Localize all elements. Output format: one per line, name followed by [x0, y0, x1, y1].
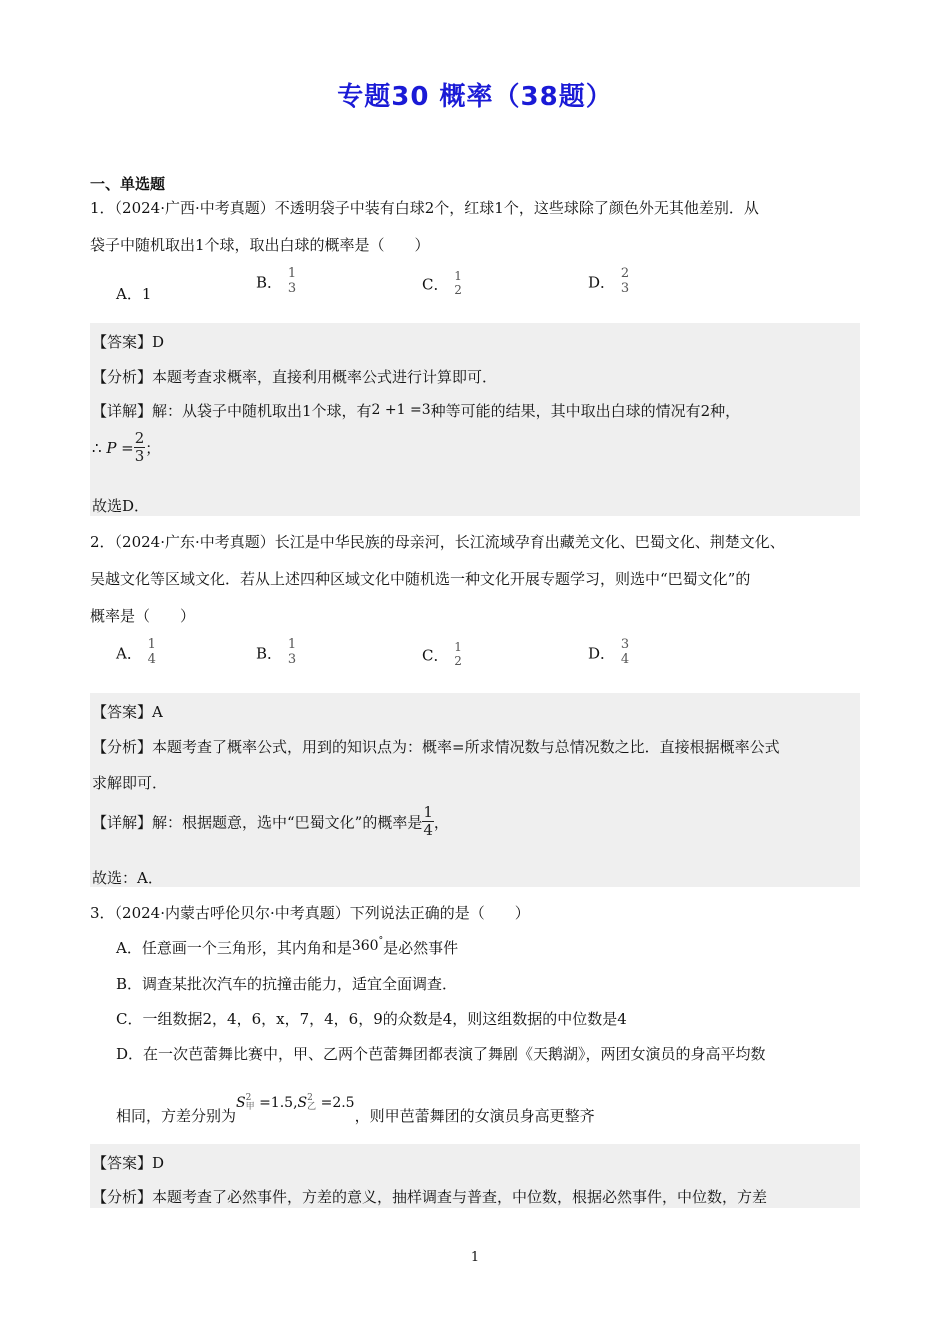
q3-analysis: 【分析】本题考查了必然事件，方差的意义，抽样调查与普查，中位数，根据必然事件，中位数，方差: [92, 1188, 768, 1206]
fraction-numerator: 1: [287, 266, 297, 281]
variance-formula: [236, 1095, 355, 1111]
fraction-denominator: 2: [454, 653, 462, 668]
q1-conclusion: 故选D．: [92, 497, 150, 515]
fraction-numerator: 1: [147, 637, 156, 652]
q2-answer: 【答案】A: [92, 703, 163, 721]
q2-detail-pre: 【详解】解：根据题意，选中“巴蜀文化”的概率是: [92, 813, 423, 832]
q1-stem-line1: 1．（2024·广西·中考真题）不透明袋子中装有白球2个，红球1个，这些球除了颜色外无其他差别．从: [90, 199, 759, 217]
q3-option-d-line1: D．在一次芭蕾舞比赛中，甲、乙两个芭蕾舞团都表演了舞剧《天鹅湖》，两团女演员的身高平均数: [116, 1045, 766, 1063]
q1-option-c: [422, 270, 463, 298]
probability-symbol: P: [106, 438, 117, 457]
q2-option-c: [422, 641, 463, 669]
q2-option-a-label: A．: [116, 644, 142, 663]
degree-symbol: °: [378, 936, 384, 946]
q3-option-a-math: 360: [351, 938, 379, 954]
section-heading: 一、单选题: [90, 175, 166, 193]
superscript-2: 2: [307, 1093, 313, 1103]
q2-conclusion: 故选：A．: [92, 869, 163, 887]
variance-symbol-yi: S: [297, 1095, 308, 1111]
q2-analysis-line2: 求解即可．: [92, 774, 168, 792]
q1-option-b-label: B．: [256, 273, 283, 292]
q1-option-a: A．1: [116, 285, 152, 303]
fraction-denominator: 3: [287, 651, 297, 667]
sup-sub-jia: [246, 1094, 255, 1112]
q3-option-d-post: ，则甲芭蕾舞团的女演员身高更整齐: [354, 1107, 595, 1125]
sup-sub-yi: [307, 1094, 316, 1112]
fraction-denominator: 4: [147, 651, 156, 667]
q2-option-b: [256, 638, 297, 668]
q1-option-c-label: C．: [422, 275, 449, 294]
q3-option-d-pre: 相同，方差分别为: [116, 1107, 237, 1125]
fraction-numerator: 1: [454, 269, 462, 283]
q2-option-a-fraction: [147, 638, 157, 668]
q1-detail-pre: 【详解】解：从袋子中随机取出1个球，有: [92, 402, 372, 420]
q2-stem-line3: 概率是（ ）: [90, 607, 196, 625]
q2-option-b-fraction: [287, 638, 297, 668]
q2-option-d-fraction: [620, 638, 630, 668]
fraction-denominator: 3: [287, 280, 297, 296]
q1-detail-math: 2 +1 =3: [371, 402, 431, 418]
q1-option-d-label: D．: [588, 273, 616, 292]
variance-value-2: =2.5: [316, 1095, 355, 1111]
q2-stem-line1: 2．（2024·广东·中考真题）长江是中华民族的母亲河，长江流域孕育出藏羌文化、巴蜀文化、荆楚文化、: [90, 533, 785, 551]
q2-option-b-label: B．: [256, 644, 283, 663]
fraction-denominator: 3: [620, 280, 630, 296]
q2-detail-fraction: [422, 804, 434, 840]
superscript-2: 2: [245, 1093, 252, 1103]
q2-option-d: [588, 638, 630, 668]
q2-answer-box: [90, 693, 860, 887]
q2-option-a: [116, 638, 157, 668]
q2-analysis-line1: 【分析】本题考查了概率公式，用到的知识点为：概率=所求情况数与总情况数之比．直接根据概率公式: [92, 738, 780, 756]
fraction-numerator: 2: [620, 266, 630, 281]
fraction-denominator: 2: [454, 282, 462, 297]
q2-option-d-label: D．: [588, 644, 616, 663]
therefore-symbol: ∴: [92, 438, 107, 457]
fraction-denominator: 3: [134, 447, 145, 466]
q3-option-b: B．调查某批次汽车的抗撞击能力，适宜全面调查．: [116, 975, 458, 993]
q1-answer: 【答案】D: [92, 333, 165, 351]
q1-option-d-fraction: [620, 267, 630, 297]
q3-option-a-pre: A．任意画一个三角形，其内角和是: [116, 939, 352, 957]
variance-value-1: =1.5,: [254, 1095, 298, 1111]
q3-option-a-post: 是必然事件: [383, 939, 459, 957]
q3-option-a: [116, 937, 458, 958]
q1-formula-fraction: [134, 430, 146, 466]
semicolon: ；: [145, 439, 161, 458]
subscript-jia: 甲: [245, 1102, 255, 1112]
q2-stem-line2: 吴越文化等区域文化．若从上述四种区域文化中随机选一种文化开展专题学习，则选中“巴蜀文化”的: [90, 570, 751, 588]
q3-answer: 【答案】D: [92, 1154, 165, 1172]
q1-option-d: [588, 267, 630, 297]
q1-detail-post: 种等可能的结果，其中取出白球的情况有2种，: [430, 402, 741, 420]
q3-option-d-line2: [116, 1091, 595, 1125]
q2-option-c-fraction: [453, 641, 463, 669]
page-number: 1: [470, 1250, 480, 1265]
q3-option-c: C．一组数据2，4，6，x，7，4，6，9的众数是4，则这组数据的中位数是4: [116, 1010, 627, 1028]
q1-formula: [92, 430, 160, 466]
subscript-yi: 乙: [307, 1102, 317, 1112]
q1-option-b-fraction: [287, 267, 297, 297]
q1-option-c-fraction: [453, 270, 463, 298]
q2-detail: [92, 804, 449, 840]
page-title: 专题30 概率（38题）: [337, 82, 613, 112]
q1-stem-line2: 袋子中随机取出1个球，取出白球的概率是（ ）: [90, 236, 430, 254]
equals-sign: =: [116, 438, 134, 457]
fraction-denominator: 4: [423, 821, 433, 840]
q2-detail-post: ，: [433, 813, 449, 832]
q3-stem: 3．（2024·内蒙古呼伦贝尔·中考真题）下列说法正确的是（ ）: [90, 904, 530, 922]
fraction-numerator: 1: [287, 637, 297, 652]
q1-option-b: [256, 267, 297, 297]
fraction-numerator: 1: [454, 640, 462, 654]
q1-detail: [92, 400, 740, 421]
fraction-numerator: 2: [134, 429, 145, 447]
q2-option-c-label: C．: [422, 646, 449, 665]
fraction-numerator: 1: [423, 803, 433, 821]
fraction-numerator: 3: [620, 637, 630, 652]
variance-symbol-jia: S: [236, 1095, 246, 1111]
fraction-denominator: 4: [620, 651, 630, 667]
q1-analysis: 【分析】本题考查求概率，直接利用概率公式进行计算即可．: [92, 368, 498, 386]
